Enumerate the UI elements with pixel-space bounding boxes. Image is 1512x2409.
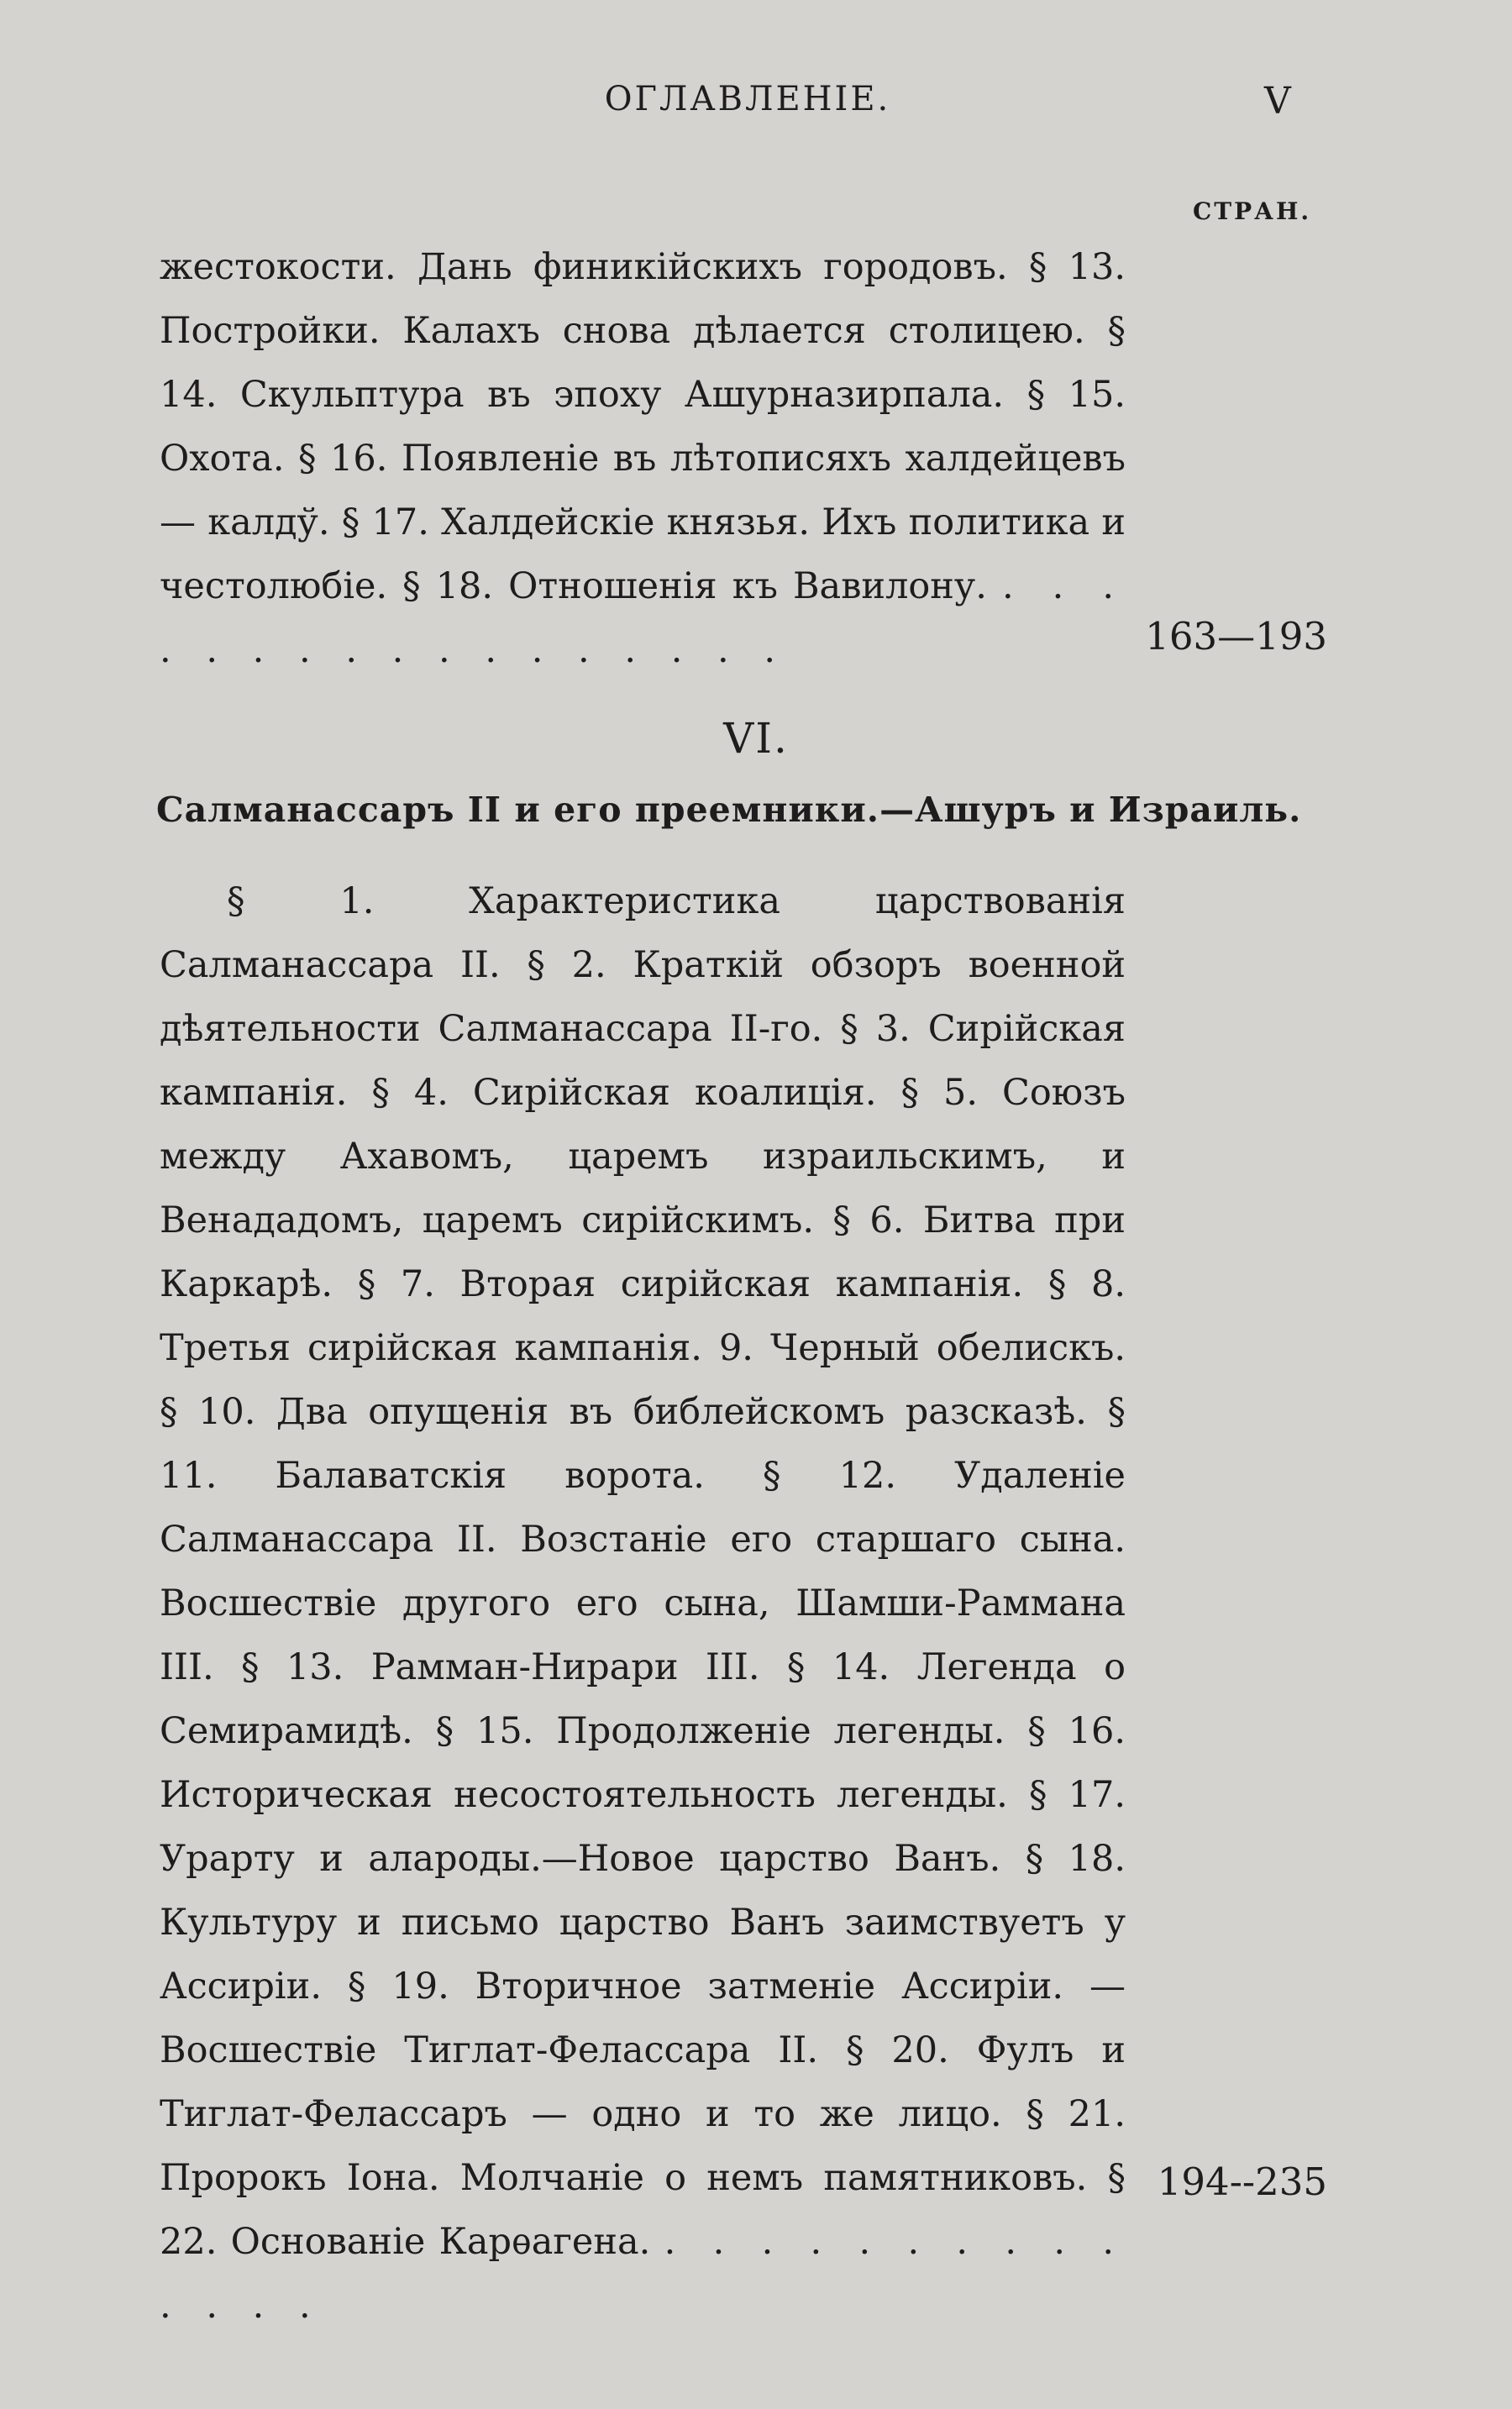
chapter-title: Салманассаръ II и его преемники.—Ашуръ и Израиль. [156,790,1302,830]
running-title: ОГЛАВЛЕНІЕ. [604,80,891,118]
chapter-number: VI. [723,714,789,763]
running-header [0,80,1512,130]
toc-page-range: 194--235 [1157,2160,1327,2204]
page-number: V [1264,80,1291,123]
toc-entry-text: жестокости. Дань финикійскихъ городовъ. § 13. Постройки. Калахъ снова дѣлается столицею. § 14. Скульптура въ эпоху Ашурназирпала. § 15. Охота. § 16. Появленіе въ лѣтописяхъ халдейцевъ — калдў. § 17. Халдейскіе князья. Ихъ политика и честолюбіе. § 18. Отношенія къ Вавилону. [160,246,1126,607]
dot-leader: . . . . . . . . . . . . . . [160,2221,1126,2327]
toc-entry-text: § 1. Характеристика царствованія Салманассара II. § 2. Краткій обзоръ военной дѣятельности Салманассара II-го. § 3. Сирійская кампанія. § 4. Сирійская коалиція. § 5. Союзъ между Ахавомъ, царемъ израильскимъ, и Венададомъ, царемъ сирійскимъ. § 6. Битва при Каркарѣ. § 7. Вторая сирійская кампанія. § 8. Третья сирійская кампанія. 9. Черный обелискъ. § 10. Два опущенія въ библейскомъ разсказѣ. § 11. Балаватскія ворота. § 12. Удаленіе Салманассара II. Возстаніе его старшаго сына. Восшествіе другого его сына, Шамши-Раммана III. § 13. Рамман-Нирари III. § 14. Легенда о Семирамидѣ. § 15. Продолженіе легенды. § 16. Историческая несостоятельность легенды. § 17. Урарту и алароды.—Новое царство Ванъ. § 18. Культуру и письмо царство Ванъ заимствуетъ у Ассиріи. § 19. Вторичное затменіе Ассиріи. — Восшествіе Тиглат-Фелассара II. § 20. Фулъ и Тиглат-Фелассаръ — одно и то же лицо. § 21. Пророкъ Іона. Молчаніе о немъ памятниковъ. § 22. Основаніе Карѳагена. [160,880,1126,2263]
dot-leader: . . . . . . . . . . . . . . . . . [160,565,1126,671]
toc-entry-chapter-5-continued [160,235,1126,682]
pages-column-label: СТРАН. [1193,197,1312,225]
toc-entry-chapter-6 [160,869,1126,2338]
toc-page-range: 163—193 [1145,614,1327,659]
